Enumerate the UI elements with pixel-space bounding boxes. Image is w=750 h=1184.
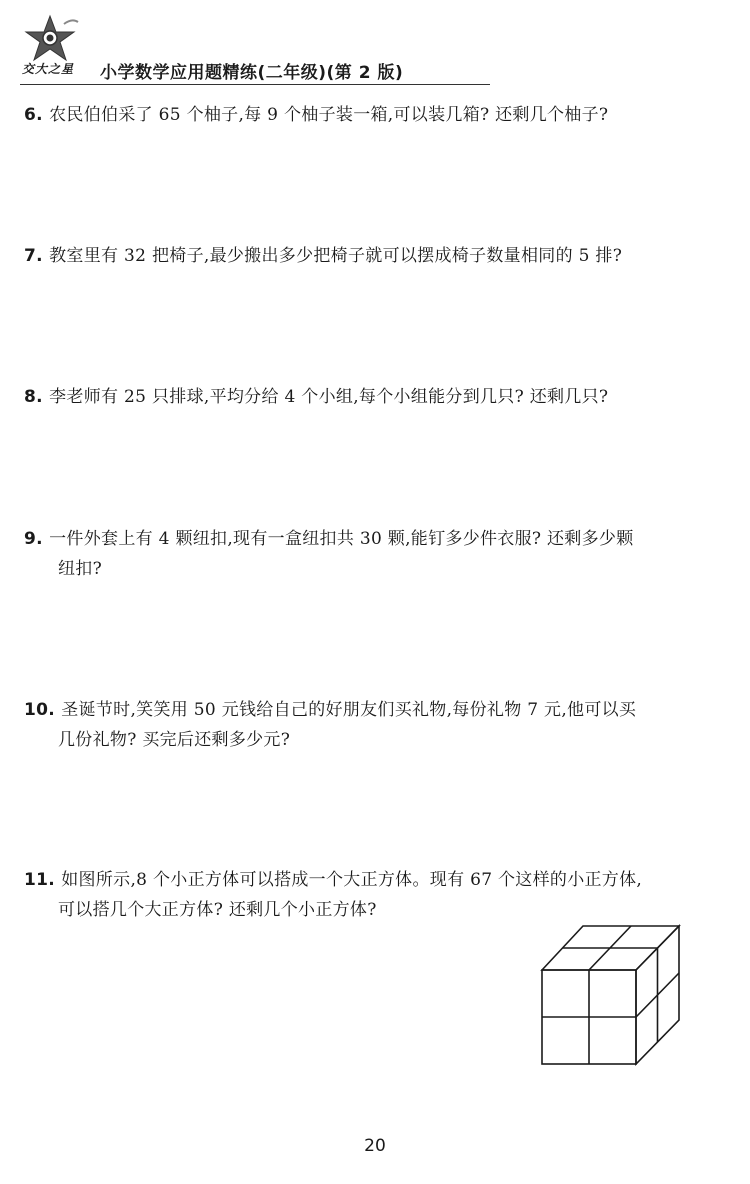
- problem-number: 9: [24, 529, 37, 549]
- problem-text: 一件外套上有 4 颗纽扣,现有一盒纽扣共 30 颗,能钉多少件衣服? 还剩多少颗: [49, 529, 634, 549]
- problem-text: 农民伯伯采了 65 个柚子,每 9 个柚子装一箱,可以装几箱? 还剩几个柚子?: [49, 105, 609, 125]
- problem-text-continued: 可以搭几个大正方体? 还剩几个小正方体?: [58, 900, 377, 920]
- problem-7: 7. 教室里有 32 把椅子,最少搬出多少把椅子就可以摆成椅子数量相同的 5 排?: [24, 246, 623, 266]
- problem-9: 9. 一件外套上有 4 颗纽扣,现有一盒纽扣共 30 颗,能钉多少件衣服? 还剩多少颗 纽扣?: [24, 524, 714, 584]
- page-number: 20: [364, 1136, 386, 1156]
- problem-text: 圣诞节时,笑笑用 50 元钱给自己的好朋友们买礼物,每份礼物 7 元,他可以买: [61, 700, 637, 720]
- problem-text-continued: 纽扣?: [58, 559, 103, 579]
- problem-text: 李老师有 25 只排球,平均分给 4 个小组,每个小组能分到几只? 还剩几只?: [49, 387, 609, 407]
- problem-text-continued: 几份礼物? 买完后还剩多少元?: [58, 730, 291, 750]
- problem-6: 6. 农民伯伯采了 65 个柚子,每 9 个柚子装一箱,可以装几箱? 还剩几个柚子?: [24, 105, 609, 125]
- problem-number: 11: [24, 870, 49, 890]
- page-header: [0, 0, 750, 90]
- problem-number: 6: [24, 105, 37, 125]
- problem-number: 8: [24, 387, 37, 407]
- problem-11: 11. 如图所示,8 个小正方体可以搭成一个大正方体。现有 67 个这样的小正方体, 可以搭几个大正方体? 还剩几个小正方体?: [24, 865, 714, 925]
- cube-figure: [540, 922, 685, 1067]
- problem-number: 10: [24, 700, 49, 720]
- problem-number: 7: [24, 246, 37, 266]
- header-divider: [20, 84, 490, 85]
- problem-10: 10. 圣诞节时,笑笑用 50 元钱给自己的好朋友们买礼物,每份礼物 7 元,他可以买 几份礼物? 买完后还剩多少元?: [24, 695, 714, 755]
- problem-8: 8. 李老师有 25 只排球,平均分给 4 个小组,每个小组能分到几只? 还剩几只?: [24, 387, 609, 407]
- logo-text: 交大之星: [22, 62, 75, 76]
- problem-text: 教室里有 32 把椅子,最少搬出多少把椅子就可以摆成椅子数量相同的 5 排?: [49, 246, 623, 266]
- problem-text: 如图所示,8 个小正方体可以搭成一个大正方体。现有 67 个这样的小正方体,: [61, 870, 643, 890]
- book-title: 小学数学应用题精练(二年级)(第 2 版): [100, 63, 404, 83]
